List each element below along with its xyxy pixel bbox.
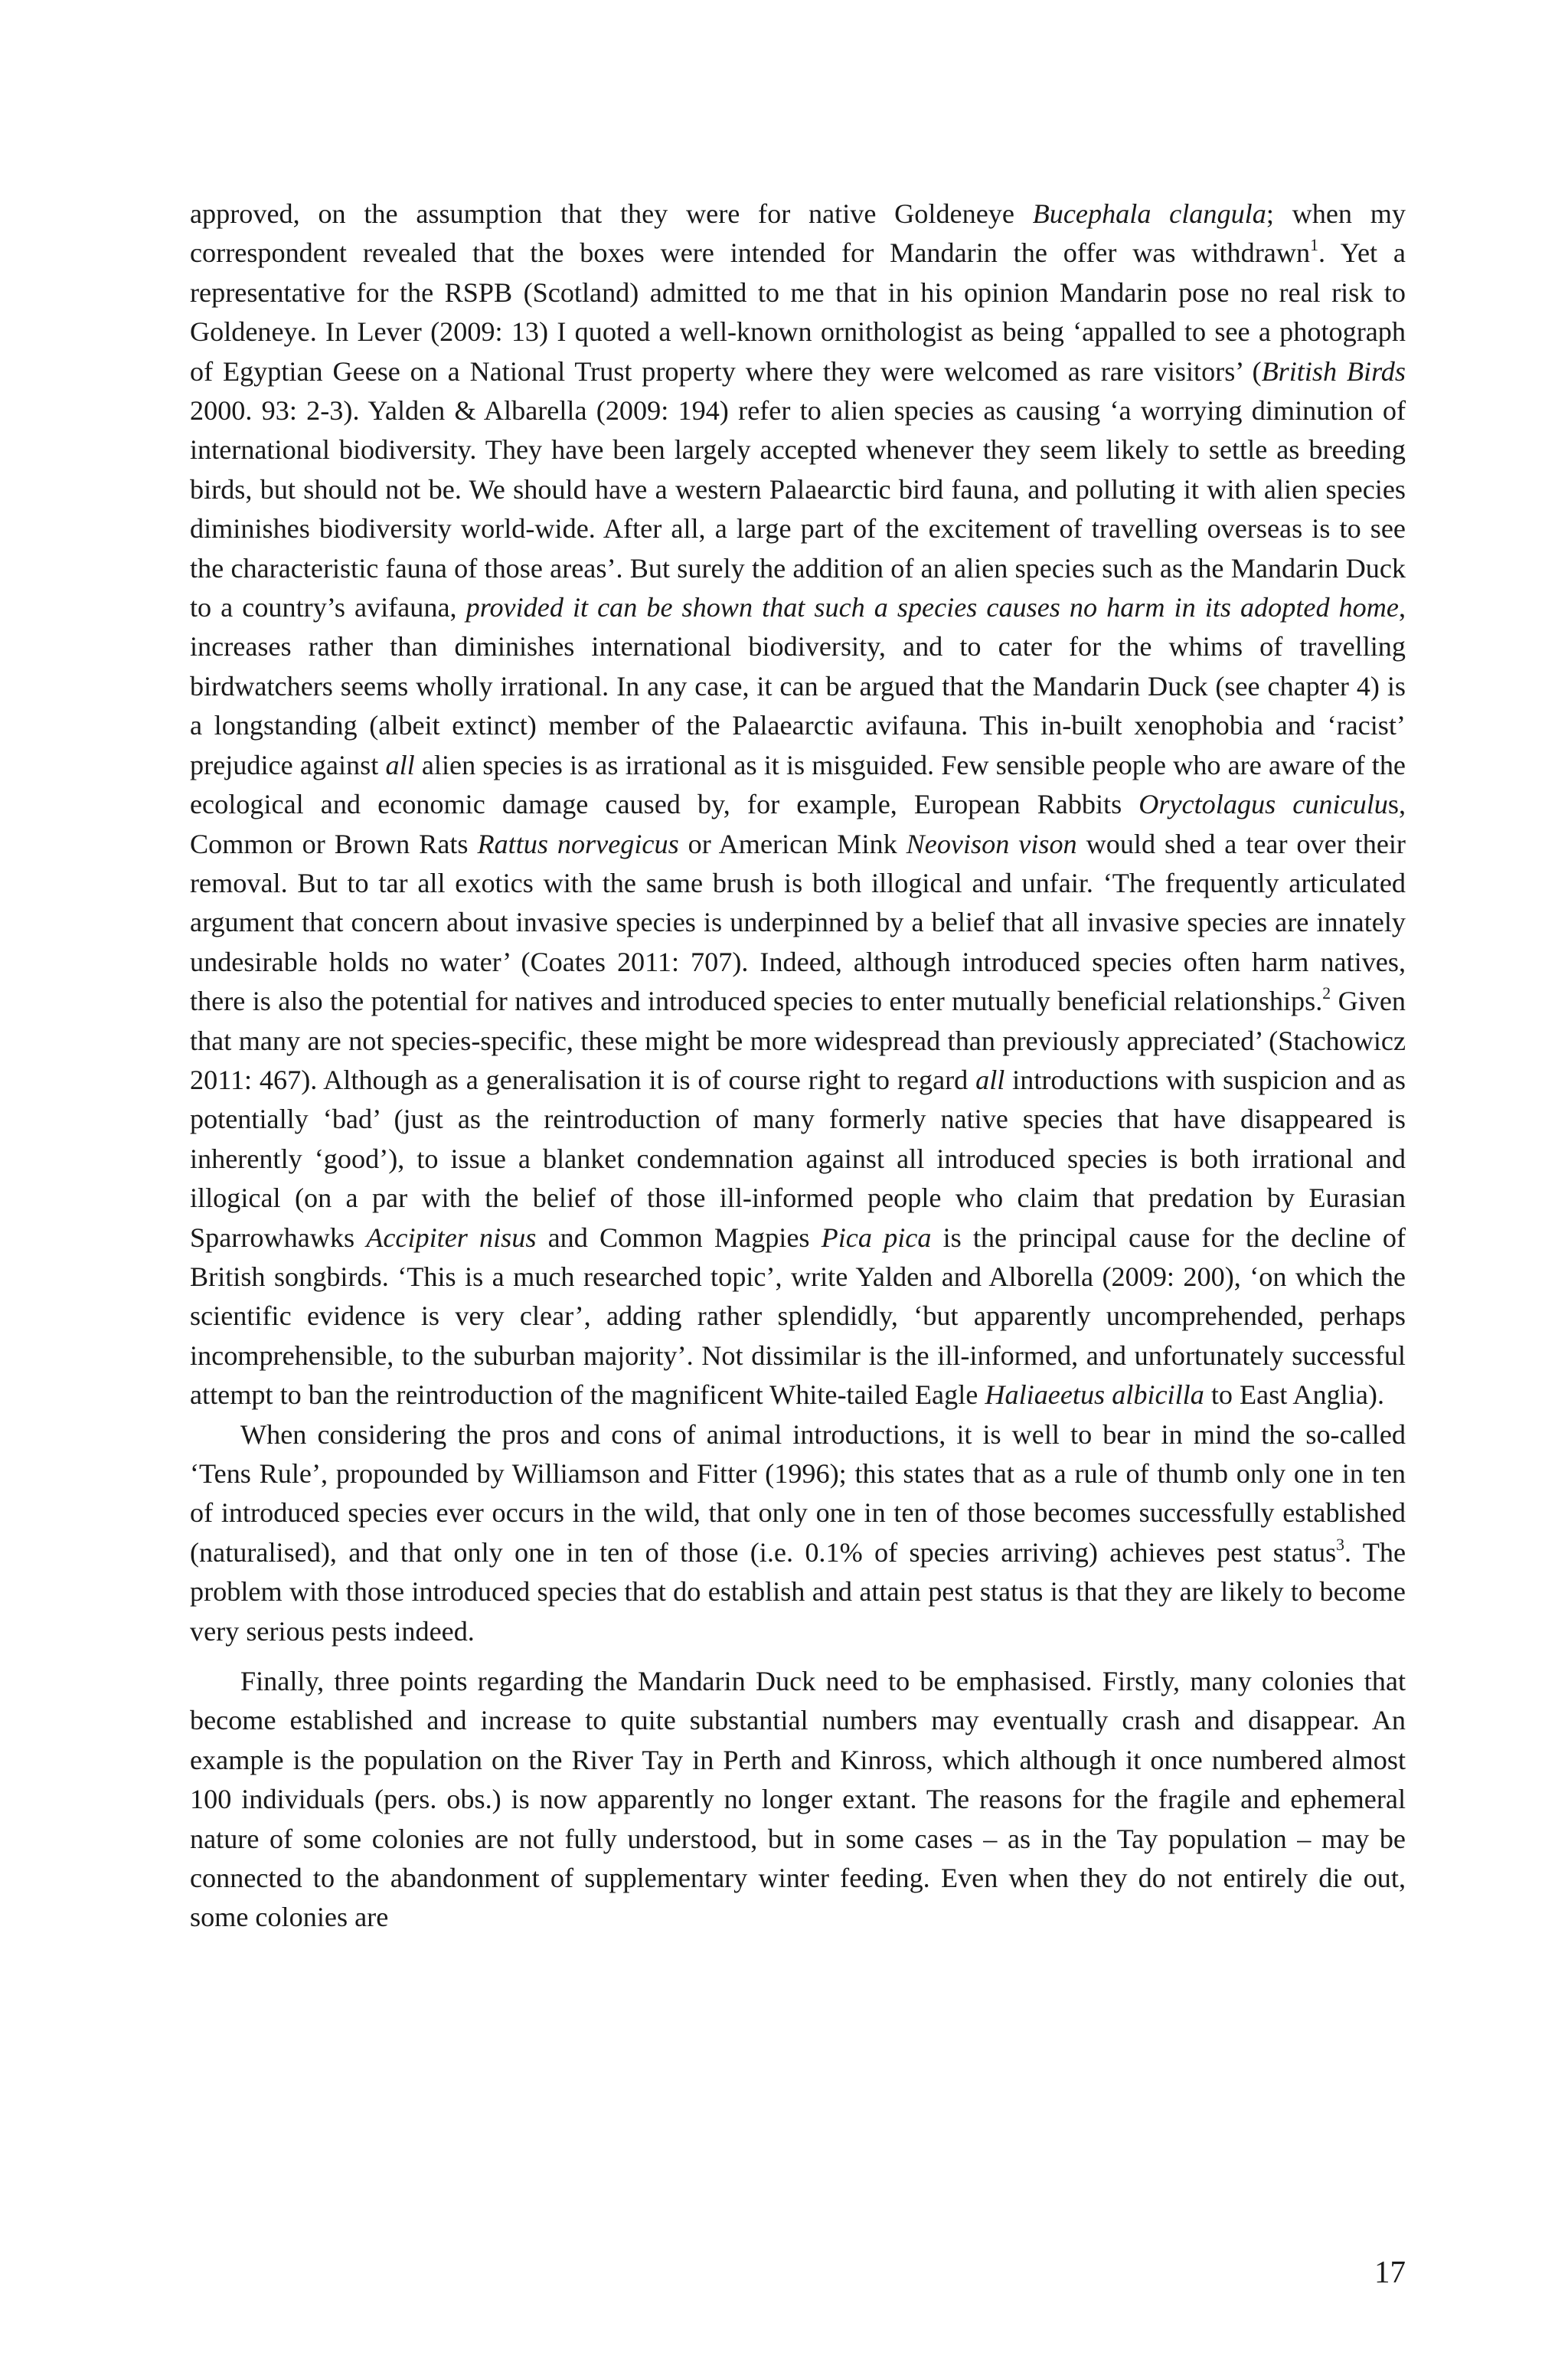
text-run: or American Mink — [678, 828, 906, 859]
body-text — [190, 195, 1406, 1938]
text-run: to East Anglia). — [1204, 1379, 1384, 1411]
italic-run: Oryctolagus cuniculu — [1138, 789, 1388, 820]
text-run: When considering the pros and cons of animal introductions, it is well to bear in mind the so-called ‘Tens Rule’, propounded by Williamson and Fitter (1996); this states that as a rule of thumb only one in ten of introduced species ever occurs in the wild, that only one in ten of those becomes successfully established (naturalised), and that only one in ten of those (i.e. 0.1% of species arriving) achieves pest status — [190, 1418, 1406, 1568]
text-run: , increases rather than diminishes international biodiversity, and to cater for the whims of travelling birdwatchers seems wholly irrational. In any case, it can be argued that the Mandarin Duck (see chapter 4) is a longstanding (albeit extinct) member of the Palaearctic avifauna. This in-built xenophobia and ‘racist’ prejudice against — [190, 592, 1406, 780]
italic-run: Rattus norvegicus — [477, 828, 679, 859]
paragraph-3 — [190, 1662, 1406, 1938]
footnote-marker: 1 — [1310, 236, 1318, 255]
italic-run: British Birds — [1261, 355, 1406, 387]
footnote-marker: 2 — [1322, 983, 1331, 1003]
text-run: ; when my correspondent revealed that the boxes were intended for Mandarin the offer was withdrawn — [190, 198, 1406, 269]
text-run: alien species is as irrational as it is misguided. Few sensible people who are aware of the ecological and economic damage caused by, for example, European Rabbits — [190, 749, 1406, 820]
italic-run: Haliaeetus albicilla — [985, 1379, 1204, 1411]
text-run: introductions with suspicion and as potentially ‘bad’ (just as the reintroduction of many formerly native species that have disappeared is inherently ‘good’), to issue a blanket condemnation against all introduced species is both irrational and illogical (on a par with the belief of those ill-informed people who claim that predation by Eurasian Sparrowhawks — [190, 1064, 1406, 1253]
italic-run: Neovison vison — [906, 828, 1077, 859]
paragraph-2 — [190, 1415, 1406, 1651]
text-run: 2000. 93: 2-3). Yalden & Albarella (2009: 194) refer to alien species as causing ‘a worrying diminution of international biodiversity. They have been largely accepted whenever they seem likely to settle as breeding birds, but should not be. We should have a western Palaearctic bird fauna, and polluting it with alien species diminishes biodiversity world-wide. After all, a large part of the excitement of travelling overseas is to see the characteristic fauna of those areas’. But surely the addition of an alien species such as the Mandarin Duck to a country’s avifauna, — [190, 395, 1406, 623]
text-run: . The problem with those introduced species that do establish and attain pest status is that they are likely to become very serious pests indeed. — [190, 1536, 1406, 1647]
italic-run: all — [385, 749, 415, 780]
text-run: would shed a tear over their removal. But to tar all exotics with the same brush is both illogical and unfair. ‘The frequently articulated argument that concern about invasive species is underpinned by a belief that all invasive species are innately undesirable holds no water’ (Coates 2011: 707). Indeed, although introduced species often harm natives, there is also the potential for natives and introduced species to enter mutually beneficial relationships. — [190, 828, 1406, 1017]
italic-run: all — [975, 1064, 1005, 1095]
italic-run: provided it can be shown that such a species causes no harm in its adopted home — [466, 592, 1399, 623]
italic-run: Accipiter nisus — [366, 1222, 537, 1253]
text-run: . Yet a representative for the RSPB (Scotland) admitted to me that in his opinion Mandarin pose no real risk to Goldeneye. In Lever (2009: 13) I quoted a well-known ornithologist as being ‘appalled to see a photograph of Egyptian Geese on a National Trust property where they were welcomed as rare visitors’ ( — [190, 237, 1406, 387]
italic-run: Bucephala clangula — [1032, 198, 1266, 229]
text-run: s, Common or Brown Rats — [190, 789, 1406, 859]
paragraph-1 — [190, 195, 1406, 1415]
page-number: 17 — [1374, 2254, 1406, 2289]
text-run: is the principal cause for the decline of British songbirds. ‘This is a much researched topic’, write Yalden and Alborella (2009: 200), ‘on which the scientific evidence is very clear’, adding rather splendidly, ‘but apparently uncomprehended, perhaps incomprehensible, to the suburban majority’. Not dissimilar is the ill-informed, and unfortunately successful attempt to ban the reintroduction of the magnificent White-tailed Eagle — [190, 1222, 1406, 1411]
text-run: Given that many are not species-specific, these might be more widespread than previously appreciated’ (Stachowicz 2011: 467). Although as a generalisation it is of course right to regard — [190, 986, 1406, 1095]
footnote-marker: 3 — [1336, 1535, 1345, 1554]
text-run: and Common Magpies — [536, 1222, 822, 1253]
italic-run: Pica pica — [821, 1222, 932, 1253]
text-run: approved, on the assumption that they were for native Goldeneye — [190, 198, 1033, 229]
text-run: Finally, three points regarding the Mandarin Duck need to be emphasised. Firstly, many colonies that become established and increase to quite substantial numbers may eventually crash and disappear. An example is the population on the River Tay in Perth and Kinross, which although it once numbered almost 100 individuals (pers. obs.) is now apparently no longer extant. The reasons for the fragile and ephemeral nature of some colonies are not fully understood, but in some cases – as in the Tay population – may be connected to the abandonment of supplementary winter feeding. Even when they do not entirely die out, some colonies are — [190, 1666, 1406, 1933]
